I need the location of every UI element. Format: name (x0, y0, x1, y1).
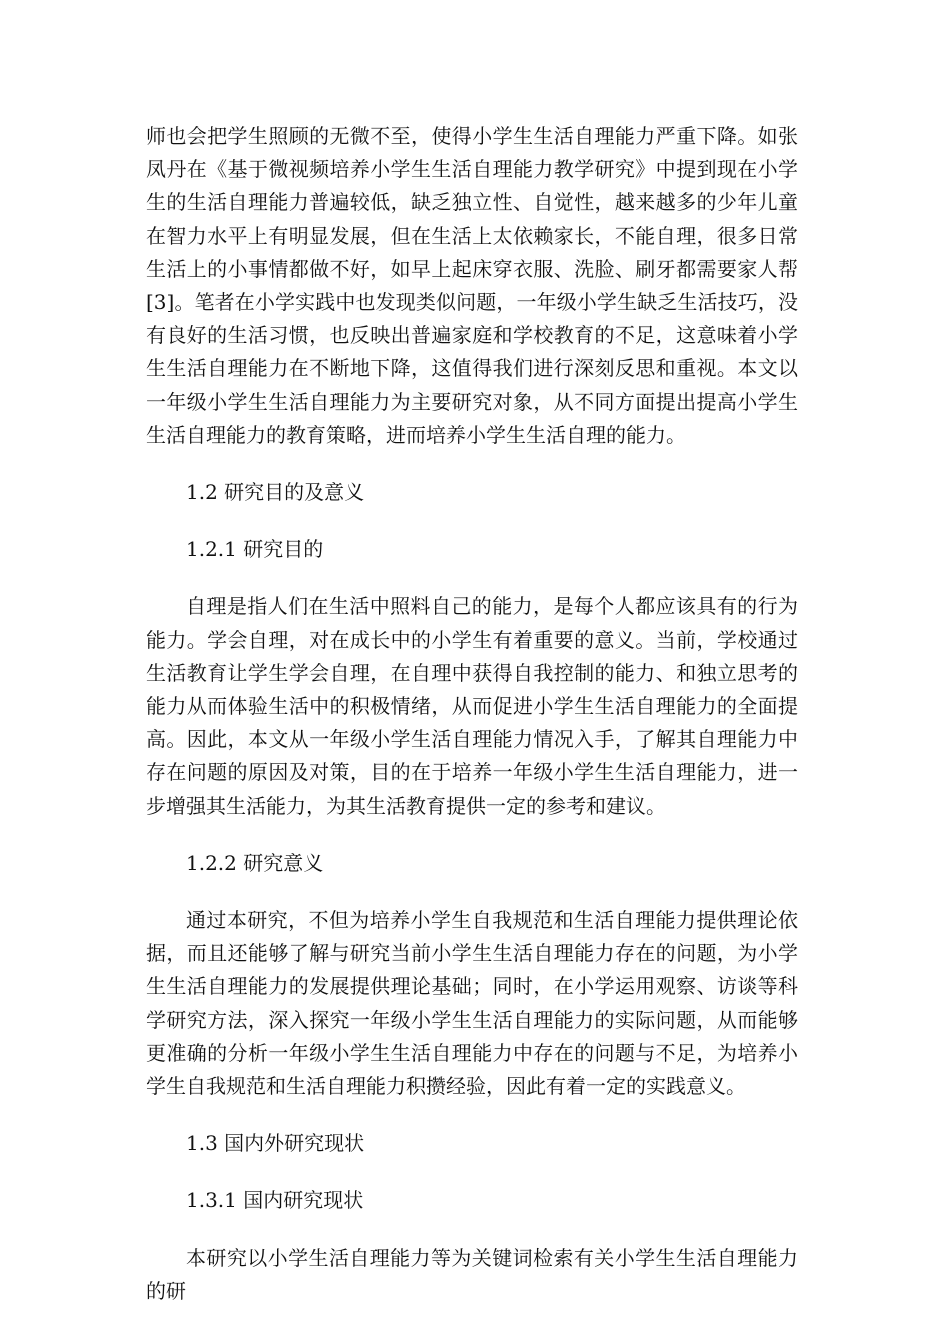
paragraph-background-continued: 师也会把学生照顾的无微不至，使得小学生生活自理能力严重下降。如张凤丹在《基于微视频培养小学生生活自理能力教学研究》中提到现在小学生的生活自理能力普遍较低，缺乏独立性、自觉性，越来越多的少年儿童在智力水平上有明显发展，但在生活上太依赖家长，不能自理，很多日常生活上的小事情都做不好，如早上起床穿衣服、洗脸、刷牙都需要家人帮[3]。笔者在小学实践中也发现类似问题，一年级小学生缺乏生活技巧，没有良好的生活习惯，也反映出普遍家庭和学校教育的不足，这意味着小学生生活自理能力在不断地下降，这值得我们进行深刻反思和重视。本文以一年级小学生生活自理能力为主要研究对象，从不同方面提出提高小学生生活自理能力的教育策略，进而培养小学生生活自理的能力。 (146, 124, 798, 447)
spacer (146, 1103, 798, 1127)
paragraph-research-significance: 通过本研究，不但为培养小学生自我规范和生活自理能力提供理论依据，而且还能够了解与研究当前小学生生活自理能力存在的问题，为小学生生活自理能力的发展提供理论基础；同时，在小学运用观察、访谈等科学研究方法，深入探究一年级小学生生活自理能力的实际问题，从而能够更准确的分析一年级小学生生活自理能力中存在的问题与不足，为培养小学生自我规范和生活自理能力积攒经验，因此有着一定的实践意义。 (146, 908, 798, 1099)
heading-1-3-1-domestic-research-status: 1.3.1 国内研究现状 (186, 1188, 364, 1213)
spacer (146, 880, 798, 904)
heading-1-2-2-research-significance: 1.2.2 研究意义 (186, 850, 324, 875)
heading-1-2-1-research-purpose: 1.2.1 研究目的 (186, 537, 324, 562)
spacer (146, 452, 798, 476)
spacer (146, 1218, 798, 1242)
spacer (146, 823, 798, 847)
spacer (146, 509, 798, 533)
heading-1-2-research-purpose-and-significance: 1.2 研究目的及意义 (186, 480, 365, 505)
heading-1-3-research-status: 1.3 国内外研究现状 (186, 1131, 365, 1156)
paragraph-domestic-research-start: 本研究以小学生活自理能力等为关键词检索有关小学生生活自理能力的研 (146, 1245, 798, 1303)
paragraph-research-purpose: 自理是指人们在生活中照料自己的能力，是每个人都应该具有的行为能力。学会自理，对在成长中的小学生有着重要的意义。当前，学校通过生活教育让学生学会自理，在自理中获得自我控制的能力、和独立思考的能力从而体验生活中的积极情绪，从而促进小学生生活自理能力的全面提高。因此，本文从一年级小学生活自理能力情况入手，了解其自理能力中存在问题的原因及对策，目的在于培养一年级小学生生活自理能力，进一步增强其生活能力，为其生活教育提供一定的参考和建议。 (146, 594, 798, 818)
document-page (146, 120, 798, 1308)
spacer (146, 566, 798, 590)
spacer (146, 1160, 798, 1184)
